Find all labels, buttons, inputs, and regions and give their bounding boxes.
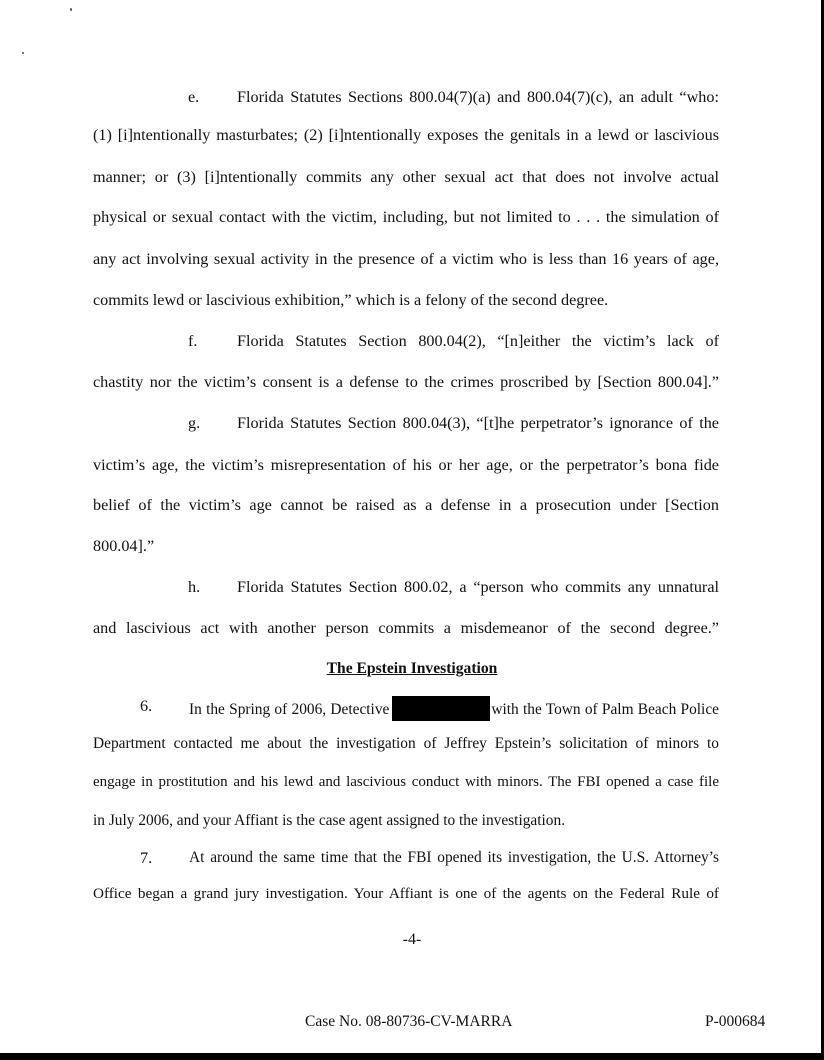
para-7-line-1: At around the same time that the FBI opened its investigation, the U.S. Attorney’s — [189, 849, 719, 866]
item-h-marker: h. — [188, 578, 201, 596]
item-g-marker: g. — [188, 414, 201, 432]
item-h-line-2: and lascivious act with another person commits a misdemeanor of the second degree.” — [93, 619, 719, 637]
para-6-number: 6. — [140, 697, 153, 715]
item-e-line-5: any act involving sexual activity in the presence of a victim who is less than 16 years of age, — [93, 250, 719, 268]
section-heading: The Epstein Investigation — [326, 660, 498, 677]
scan-border-bottom — [0, 1053, 824, 1060]
item-f-line-1: Florida Statutes Section 800.04(2), “[n]either the victim’s lack of — [237, 332, 719, 350]
scan-speck — [70, 8, 72, 11]
footer-bates-number: P-000684 — [705, 1013, 766, 1030]
para-6-text-before-redaction: In the Spring of 2006, Detective — [189, 701, 390, 718]
item-h-line-1: Florida Statutes Section 800.02, a “person who commits any unnatural — [237, 578, 719, 596]
para-6-line-3: engage in prostitution and his lewd and lascivious conduct with minors. The FBI opened a case file — [93, 774, 719, 790]
item-e-marker: e. — [188, 88, 200, 106]
item-e-line-2: (1) [i]ntentionally masturbates; (2) [i]ntentionally exposes the genitals in a lewd or lascivious — [93, 126, 719, 144]
item-e-line-1: Florida Statutes Sections 800.04(7)(a) and 800.04(7)(c), an adult “who: — [237, 88, 719, 106]
para-6-line-2: Department contacted me about the investigation of Jeffrey Epstein’s solicitation of minors to — [93, 735, 719, 752]
redaction-box — [392, 696, 490, 721]
item-g-line-1: Florida Statutes Section 800.04(3), “[t]he perpetrator’s ignorance of the — [237, 414, 719, 432]
para-7-line-2: Office began a grand jury investigation. Your Affiant is one of the agents on the Federal Rule of — [93, 885, 719, 902]
item-f-line-2: chastity nor the victim’s consent is a defense to the crimes proscribed by [Section 800.04].” — [93, 373, 719, 391]
para-6-line-1 — [189, 696, 719, 721]
item-e-line-3: manner; or (3) [i]ntentionally commits any other sexual act that does not involve actual — [93, 168, 719, 186]
item-g-line-3: belief of the victim’s age cannot be raised as a defense in a prosecution under [Section — [93, 496, 719, 514]
para-6-line-4: in July 2006, and your Affiant is the case agent assigned to the investigation. — [93, 812, 566, 829]
item-g-line-2: victim’s age, the victim’s misrepresentation of his or her age, or the perpetrator’s bona fide — [93, 456, 719, 474]
para-6-text-after-redaction: with the Town of Palm Beach Police — [491, 701, 719, 718]
footer-case-number: Case No. 08-80736-CV-MARRA — [305, 1013, 513, 1030]
scan-speck — [22, 52, 24, 54]
page-number: -4- — [402, 931, 422, 948]
item-e-line-4: physical or sexual contact with the victim, including, but not limited to . . . the simulation of — [93, 208, 719, 226]
para-7-number: 7. — [140, 849, 153, 867]
item-f-marker: f. — [188, 332, 198, 350]
item-g-line-4: 800.04].” — [93, 537, 155, 555]
item-e-line-6: commits lewd or lascivious exhibition,” which is a felony of the second degree. — [93, 291, 609, 309]
